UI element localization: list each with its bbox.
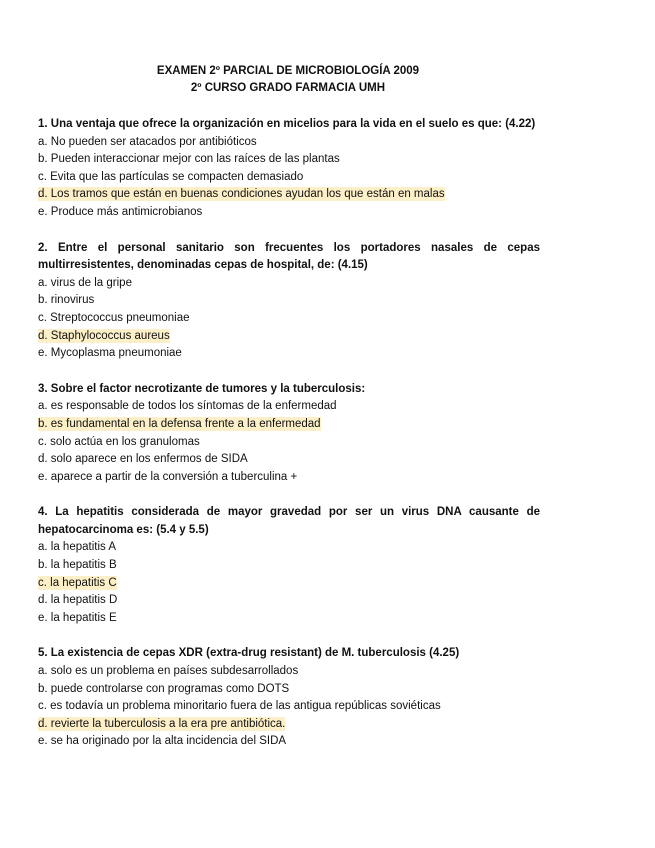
options-list [38,398,540,486]
option-label: b. Pueden interaccionar mejor con las raíces de las plantas [38,153,340,166]
option-label: d. Staphylococcus aureus [38,329,170,342]
question-3 [38,381,540,487]
question-1 [38,116,540,222]
option-label: e. aparece a partir de la conversión a tuberculina + [38,470,298,483]
option-label: c. es todavía un problema minoritario fuera de las antigua repúblicas soviéticas [38,700,441,713]
option-e [38,733,540,751]
option-label: e. se ha originado por la alta incidencia del SIDA [38,735,287,748]
option-d-correct [38,328,540,346]
question-text: 1. Una ventaja que ofrece la organización en micelios para la vida en el suelo es que: (4.22) [38,118,536,130]
option-label: d. la hepatitis D [38,594,118,607]
options-list [38,663,540,751]
option-label: a. es responsable de todos los síntomas de la enfermedad [38,400,337,413]
exam-subtitle: 2º CURSO GRADO FARMACIA UMH [190,82,386,94]
option-label: a. solo es un problema en países subdesarrollados [38,665,299,678]
option-d [38,592,540,610]
option-label: a. la hepatitis A [38,541,116,554]
options-list [38,134,540,222]
option-label: a. No pueden ser atacados por antibióticos [38,135,257,148]
option-e [38,204,540,222]
option-b [38,557,540,575]
option-a [38,275,540,293]
option-a [38,663,540,681]
option-label: b. es fundamental en la defensa frente a la enfermedad [38,417,321,430]
option-label: c. Evita que las partículas se compacten demasiado [38,170,304,183]
option-b [38,151,540,169]
option-c [38,434,540,452]
option-a [38,539,540,557]
question-4 [38,504,540,627]
option-label: b. rinovirus [38,294,95,307]
question-text: 2. Entre el personal sanitario son frecuentes los portadores nasales de cepas multirresistentes, denominadas cepas de hospital, de: (4.15) [38,241,540,272]
question-text: 4. La hepatitis considerada de mayor gravedad por ser un virus DNA causante de hepatocarcinoma es: (5.4 y 5.5) [38,506,540,536]
options-list [38,275,540,363]
option-b [38,292,540,310]
option-e [38,469,540,487]
option-label: b. la hepatitis B [38,559,117,572]
options-list [38,539,540,627]
option-c [38,698,540,716]
option-d [38,451,540,469]
option-a [38,398,540,416]
option-label: c. solo actúa en los granulomas [38,435,200,448]
option-label: e. Mycoplasma pneumoniae [38,347,182,360]
exam-header [36,63,540,97]
option-b-correct [38,416,540,434]
option-label: a. virus de la gripe [38,276,132,289]
option-label: e. la hepatitis E [38,611,117,624]
option-label: d. Los tramos que están en buenas condiciones ayudan los que están en malas [38,188,445,201]
option-e [38,610,540,628]
option-a [38,134,540,152]
option-d-correct [38,186,540,204]
option-label: c. la hepatitis C [38,576,117,589]
option-label: d. revierte la tuberculosis a la era pre antibiótica. [38,717,286,730]
question-5 [38,645,540,751]
option-label: b. puede controlarse con programas como DOTS [38,682,290,695]
exam-title: EXAMEN 2º PARCIAL DE MICROBIOLOGÍA 2009 [156,65,420,77]
option-label: d. solo aparece en los enfermos de SIDA [38,453,248,466]
option-c [38,310,540,328]
option-label: e. Produce más antimicrobianos [38,205,203,218]
question-2 [38,240,540,363]
option-label: c. Streptococcus pneumoniae [38,311,190,324]
question-text: 3. Sobre el factor necrotizante de tumores y la tuberculosis: [38,382,366,395]
option-c-correct [38,575,540,593]
option-c [38,169,540,187]
question-text: 5. La existencia de cepas XDR (extra-drug resistant) de M. tuberculosis (4.25) [38,647,460,660]
option-b [38,681,540,699]
option-e [38,345,540,363]
option-d-correct [38,716,540,734]
exam-page [38,63,540,751]
